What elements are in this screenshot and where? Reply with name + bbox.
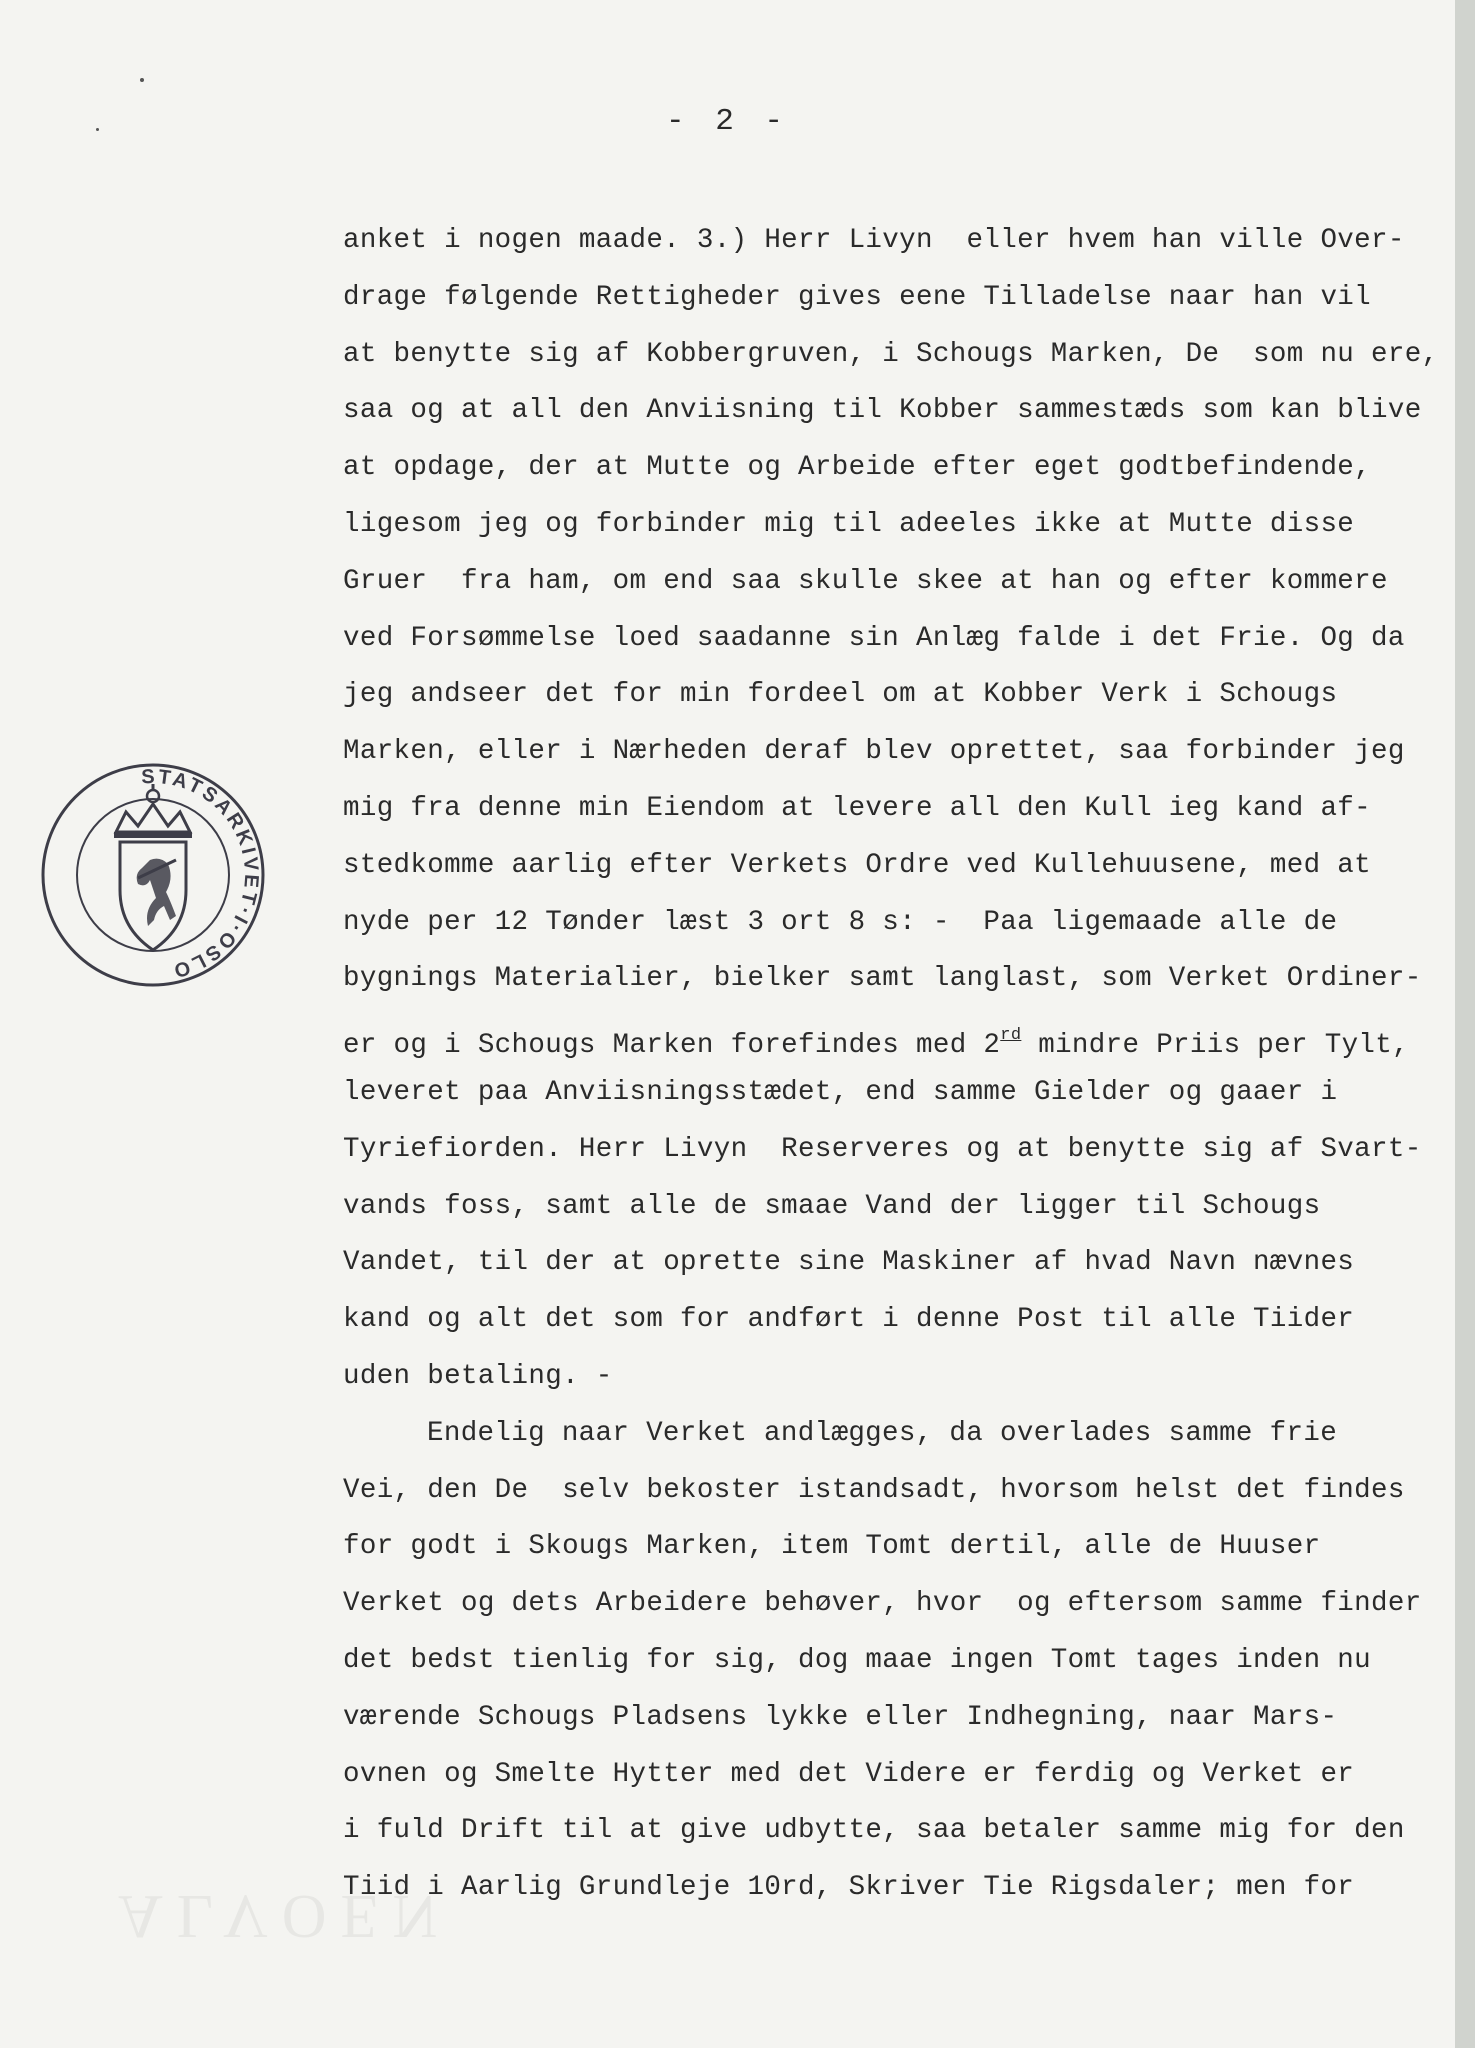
text-line: Vandet, til der at oprette sine Maskiner af hvad Navn nævnes — [343, 1247, 1355, 1279]
rigsdaler-superscript: rd — [1000, 1026, 1022, 1046]
text-line: leveret paa Anviisningsstædet, end samme Gielder og gaaer i — [343, 1076, 1338, 1108]
text-line: nyde per 12 Tønder læst 3 ort 8 s: - Paa ligemaade alle de — [343, 906, 1338, 938]
text-line: det bedst tienlig for sig, dog maae ingen Tomt tages inden nu — [343, 1644, 1372, 1676]
text-line: kand og alt det som for andført i denne Post til alle Tiider — [343, 1304, 1355, 1336]
text-line: ved Forsømmelse loed saadanne sin Anlæg falde i det Frie. Og da — [343, 622, 1405, 654]
text-line: Gruer fra ham, om end saa skulle skee at han og efter kommere — [343, 565, 1388, 597]
text-line: ovnen og Smelte Hytter med det Videre er ferdig og Verket er — [343, 1758, 1355, 1790]
text-line: værende Schougs Pladsens lykke eller Indhegning, naar Mars- — [343, 1701, 1338, 1733]
page-number: - 2 - — [665, 104, 789, 139]
text-line: ligesom jeg og forbinder mig til adeeles ikke at Mutte disse — [343, 508, 1355, 540]
text-line: Tiid i Aarlig Grundleje 10rd, Skriver Tie Rigsdaler; men for — [343, 1872, 1355, 1904]
text-line-with-superscript — [343, 1008, 1448, 1065]
text-line: at benytte sig af Kobbergruven, i Schougs Marken, De som nu ere, — [343, 338, 1439, 370]
text-line: anket i nogen maade. 3.) Herr Livyn eller hvem han ville Over- — [343, 225, 1405, 256]
seal-text: STATSARKIVET·I·OSLO — [140, 765, 263, 983]
text-line: for godt i Skougs Marken, item Tomt dertil, alle de Huuser — [343, 1531, 1321, 1563]
text-line: Vei, den De selv bekoster istandsadt, hvorsom helst det findes — [343, 1474, 1405, 1506]
bleed-through-text: ALVOEN — [118, 1882, 452, 1950]
text-line: Tyriefiorden. Herr Livyn Reserveres og at benytte sig af Svart- — [343, 1133, 1422, 1165]
text-line: Marken, eller i Nærheden deraf blev oprettet, saa forbinder jeg — [343, 736, 1405, 768]
letter-body — [343, 213, 1448, 1917]
lion-shield-icon — [120, 842, 186, 950]
state-archive-seal — [38, 760, 268, 990]
text-line: vands foss, samt alle de smaae Vand der ligger til Schougs — [343, 1190, 1321, 1222]
text-line: jeg andseer det for min fordeel om at Kobber Verk i Schougs — [343, 679, 1338, 711]
text-line: bygnings Materialier, bielker samt langlast, som Verket Ordiner- — [343, 963, 1422, 995]
text-line: uden betaling. - — [343, 1360, 613, 1392]
text-line-tail: mindre Priis per Tylt, — [1021, 1030, 1409, 1062]
text-line: at opdage, der at Mutte og Arbeide efter eget godtbefindende, — [343, 452, 1372, 484]
text-line: mig fra denne min Eiendom at levere all den Kull ieg kand af- — [343, 792, 1372, 824]
text-line: i fuld Drift til at give udbytte, saa betaler samme mig for den — [343, 1815, 1405, 1847]
speck — [140, 78, 144, 82]
text-line: Verket og dets Arbeidere behøver, hvor og eftersom samme finder — [343, 1588, 1422, 1620]
text-line: saa og at all den Anviisning til Kobber sammestæds som kan blive — [343, 395, 1422, 427]
text-line: stedkomme aarlig efter Verkets Ordre ved Kullehuusene, med at — [343, 849, 1372, 881]
text-line-head: er og i Schougs Marken forefindes med 2 — [343, 1030, 1001, 1062]
text-line-paragraph-start: Endelig naar Verket andlægges, da overlades samme frie — [427, 1417, 1338, 1449]
scan-edge — [1455, 0, 1475, 2048]
text-line: drage følgende Rettigheder gives eene Tilladelse naar han vil — [343, 281, 1372, 313]
